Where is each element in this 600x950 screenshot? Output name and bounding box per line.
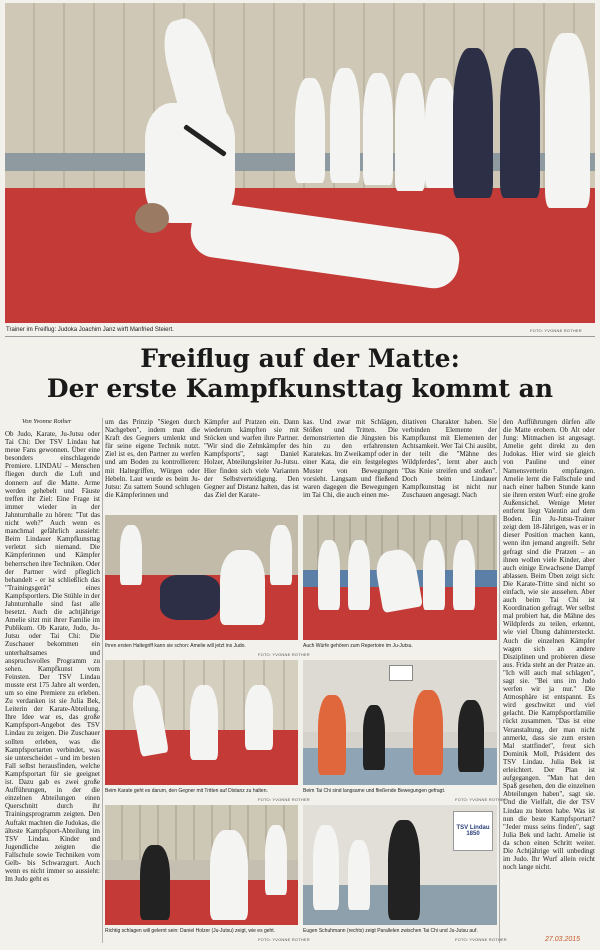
jujutsu-practitioner [313, 825, 339, 910]
top-photo-credit: FOTO: YVONNE ROTHER [530, 328, 582, 333]
photo-credit-4: FOTO: YVONNE ROTHER [455, 797, 507, 802]
photo-caption-4: Beim Tai Chi sind langsame und fließende Bewegungen gefragt. [303, 788, 446, 794]
spectator [363, 73, 393, 185]
tai-chi-practitioner [363, 705, 385, 770]
spectator [500, 48, 540, 198]
article-text: Kämpfer auf Pratzen ein. Dann wiederum kämpften sie mit Stöcken und warfen ihre Partner. "Wir sind die Zehnkämpfer des Kampfsports", sagt Daniel Holzer, Abteilungsleiter Ju-Jutsu. Hier finden sich viele Varianten der Selbstverteidigung. Den Gegner auf Distanz halten, das ist das Ziel der Karate- [204, 418, 299, 499]
article-text: um das Prinzip "Siegen durch Nachgeben", indem man die Kraft des Gegners umlenkt und für seine eigene Technik nutzt. Ziel ist es, den Partner zu werfen und am Boden zu kontrollieren: mit Haltegriffen, Würgen oder Hebeln. Laut wurde es beim Ju-Jutsu: Zu sattem Sound schlugen die Kämpferinnen und [105, 418, 200, 499]
divider [5, 336, 595, 337]
article-text: Ob Judo, Karate, Ju-Jutsu oder Tai Chi: Der TSV Lindau hat meue Fans gewonnen. Über eine besonders einschlagende Premiere. LINDAU – Menschen fliegen durch die Luft und donnern auf die Matte. Arme werden gehebelt und Fäuste treffen ihr Ziel: Eine Frage ist immer wieder in der Jahnturnhalle zu hören: "Tut das nicht weh?" Auch wenn es manchmal gefährlich aussieht: Beim Lindauer Kampfkunsttag verletzt sich niemand. Die Kämpferinnen und Kämpfer beherrschen ihre Techniken. Oder der Partner wird pfleglich behandelt - er ist schließlich das "Trainingsgerät" eines Kampfsportlers. Die Stühle in der Jahnturnhalle sind fast alle besetzt. Auch die achtjährige Amelie sitzt mit ihrer Familie im Publikum. Ob Karate, Judo, Ju-Jutsu oder Tai Chi: Die Zuschauer bekommen ein unterhaltsames und anspruchsvolles Programm zu sehen. Kampfkunst vom Feinsten. Der TSV Lindau musste erst 175 Jahre alt werden, um so eine Premiere zu erleben. Zu verdanken ist sie Julia Bek, Leiterin der Karate-Abteilung. Ihre Idee war es, das große Kampfsport-Angebot des TSV Lindau zu zeigen. Die Zuschauer sollten erleben, was die Kampfsportarten verbindet, was sie unterscheidet – und im besten Fall selbst herausfinden, welche Kampfsportart für sie geeignet ist. Dazu gab es zwei große Aufführungen, in der die einzelnen Abteilungen einen Querschnitt durch ihr Trainingsprogramm zeigten. Den Auftakt machten die Judokas, die älteste Kampfsport-Abteilung im TSV Lindau. Kinder und Jugendliche zeigten die Fallschule sowie Techniken vom Gelb- bis Schwarzgurt. Auch wenn es nicht immer so aussieht: Im Judo geht es [5, 430, 100, 884]
karateka [190, 685, 218, 760]
photo-jujutsu-pads [105, 805, 298, 925]
tsv-banner [453, 811, 493, 851]
spectator [545, 33, 590, 208]
article-text: den Aufführungen dürfen alle die Matte erobern. Ob Alt oder Jung: Mitmachen ist angesagt. Amelie geht direkt zu den Judokas. Hier wird sie gleich von Pauline und einer Namensvetterin empfangen. Amelie lernt die Fallschule und nach einer halben Stunde kann sie ihren ersten Wurf: eine große Außensichel. Wenige Meter entfernt liegt Valentin auf dem Boden. Ein Ju-Jutsu-Trainer zeigt dem 18-Jährigen, was er in dieser Position machen kann, wenn ihn jemand angreift. Sehr gefragt sind die Pratzen – an ihnen wollen viele Kinder, aber auch einige Erwachsene Dampf ablassen. Beim Üben zeigt sich: Die Karate-Tritte sind nicht so einfach, wie sie aussehen. Aber auch beim Tai Chi ist Koordination gefragt. Wer selbst mal probiert hat, die Mähne des Wildpferds zu teilen, erkennt, wie viel Übung dahintersteckt. Auch die einzelnen Kämpfer wagen sich an andere Disziplinen und probieren diese aus. Frida steht an der Pratze an. "Ich will auch mal schlagen", sagt sie. "Bei uns im Judo werfen wir ja nur." Die Atmosphäre ist entspannt. Es wird geschwitzt und viel gelacht. Die Kampfsportfamilie rückt zusammen. "Das ist eine Veranstaltung, der man nicht anmerkt, dass sie zum ersten Mal stattfindet", freut sich Dominik Moll, Präsident des TSV Lindau. Julia Bek ist erleichtert. Der Plan ist aufgegangen. "Man hat den Spaß gesehen, den die einzelnen Abteilungen haben", sagt sie. Und die Vielfalt, die der TSV Lindau zu bieten habe. Was ist nun die beste Kampfsportart? "Jeder muss seins finden", sagt Julia Bek und lacht. Amelie ist da schon einen Schritt weiter. Die Achtjährige will unbedingt im Judo. Ihr Wurf allein reicht noch lange nicht. [503, 418, 595, 872]
spectator [395, 73, 425, 191]
spectator [330, 68, 360, 183]
article-text: ditativen Charakter haben. Sie verbinden Elemente der Kampfkunst mit Elementen der Achtsamkeit. Wer Tai Chi ausübt, der teilt die "Mähne des Wildpferdes", lernt aber auch "Das Knie streifen und stoßen". Doch beim Lindauer Kampfkunsttag ist nicht nur Zuschauen angesagt. Nach [402, 418, 497, 499]
spectator [453, 48, 493, 198]
photo-caption-3: Beim Karate geht es darum, den Gegner mit Tritten auf Distanz zu halten. [105, 788, 268, 794]
judoka [453, 540, 475, 610]
spectator [270, 525, 292, 585]
tai-chi-practitioner [413, 690, 443, 775]
judoka [318, 540, 340, 610]
photo-caption-6: Eugen Schuhmann (rechts) zeigt Parallelen zwischen Tai Chi und Ju-Jutsu auf. [303, 928, 478, 934]
photo-karate [105, 660, 298, 785]
photo-credit-6: FOTO: YVONNE ROTHER [455, 937, 507, 942]
photo-caption-5: Richtig schlagen will gelernt sein: Daniel Holzer (Ju-Jutsu) zeigt, wie es geht. [105, 928, 276, 934]
child-striking [140, 845, 170, 920]
photo-tai-chi [303, 660, 497, 785]
headline-line-2: Der erste Kampfkunsttag kommt an [46, 374, 554, 403]
article-column-4 [303, 418, 398, 510]
column-divider [102, 418, 103, 943]
article-column-5 [402, 418, 497, 510]
handwritten-date: 27.03.2015 [545, 936, 581, 943]
photo-credit-5: FOTO: YVONNE ROTHER [258, 937, 310, 942]
article-column-1 [5, 430, 100, 940]
karateka [245, 685, 273, 750]
photo-judo-hold [105, 515, 298, 640]
spectator [265, 825, 287, 895]
photo-credit-1: FOTO: YVONNE ROTHER [258, 652, 310, 657]
article-column-3 [204, 418, 299, 510]
coach [220, 550, 265, 625]
eugen-schuhmann [388, 820, 420, 920]
spectator [120, 525, 142, 585]
spectator [295, 78, 325, 183]
judoka [348, 540, 370, 610]
photo-caption-1: Ihren ersten Haltegriff kann sie schon: Amelie will jetzt ins Judo. [105, 643, 246, 649]
tai-chi-practitioner [318, 695, 346, 775]
top-photo [5, 3, 595, 323]
photo-jujutsu-throws [303, 515, 497, 640]
top-photo-caption: Trainer im Freiflug: Judoka Joachim Janz wirft Manfried Steiert. [6, 327, 174, 333]
article-text: kas. Und zwar mit Schlägen, Stößen und Tritten. Die demonstrierten die Jüngsten bis hin zu den erfahrensten Karatekas. Im Zweikampf oder in einer Kata, die ein festgelegtes Muster von Bewegungen vorsieht. Langsam und fließend waren dagegen die Bewegungen im Tai Chi, die auch einen me- [303, 418, 398, 499]
photo-tai-chi-jujutsu [303, 805, 497, 925]
trainer-with-pads [210, 830, 248, 920]
byline: Von Yvonne Rother [22, 418, 72, 425]
basketball-hoop [389, 665, 413, 681]
headline-line-1: Freiflug auf der Matte: [140, 344, 460, 373]
photo-credit-3: FOTO: YVONNE ROTHER [258, 797, 310, 802]
child-judoka [160, 575, 220, 620]
column-divider [499, 418, 500, 943]
article-column-6 [503, 418, 595, 940]
jujutsu-practitioner [348, 840, 370, 910]
tai-chi-practitioner [458, 700, 484, 772]
judoka [423, 540, 445, 610]
article-column-2 [105, 418, 200, 510]
photo-caption-2: Auch Würfe gehören zum Repertoire im Ju-Jutsu. [303, 643, 413, 649]
banner-text: TSV Lindau 1850 [456, 825, 490, 837]
head [135, 203, 169, 233]
